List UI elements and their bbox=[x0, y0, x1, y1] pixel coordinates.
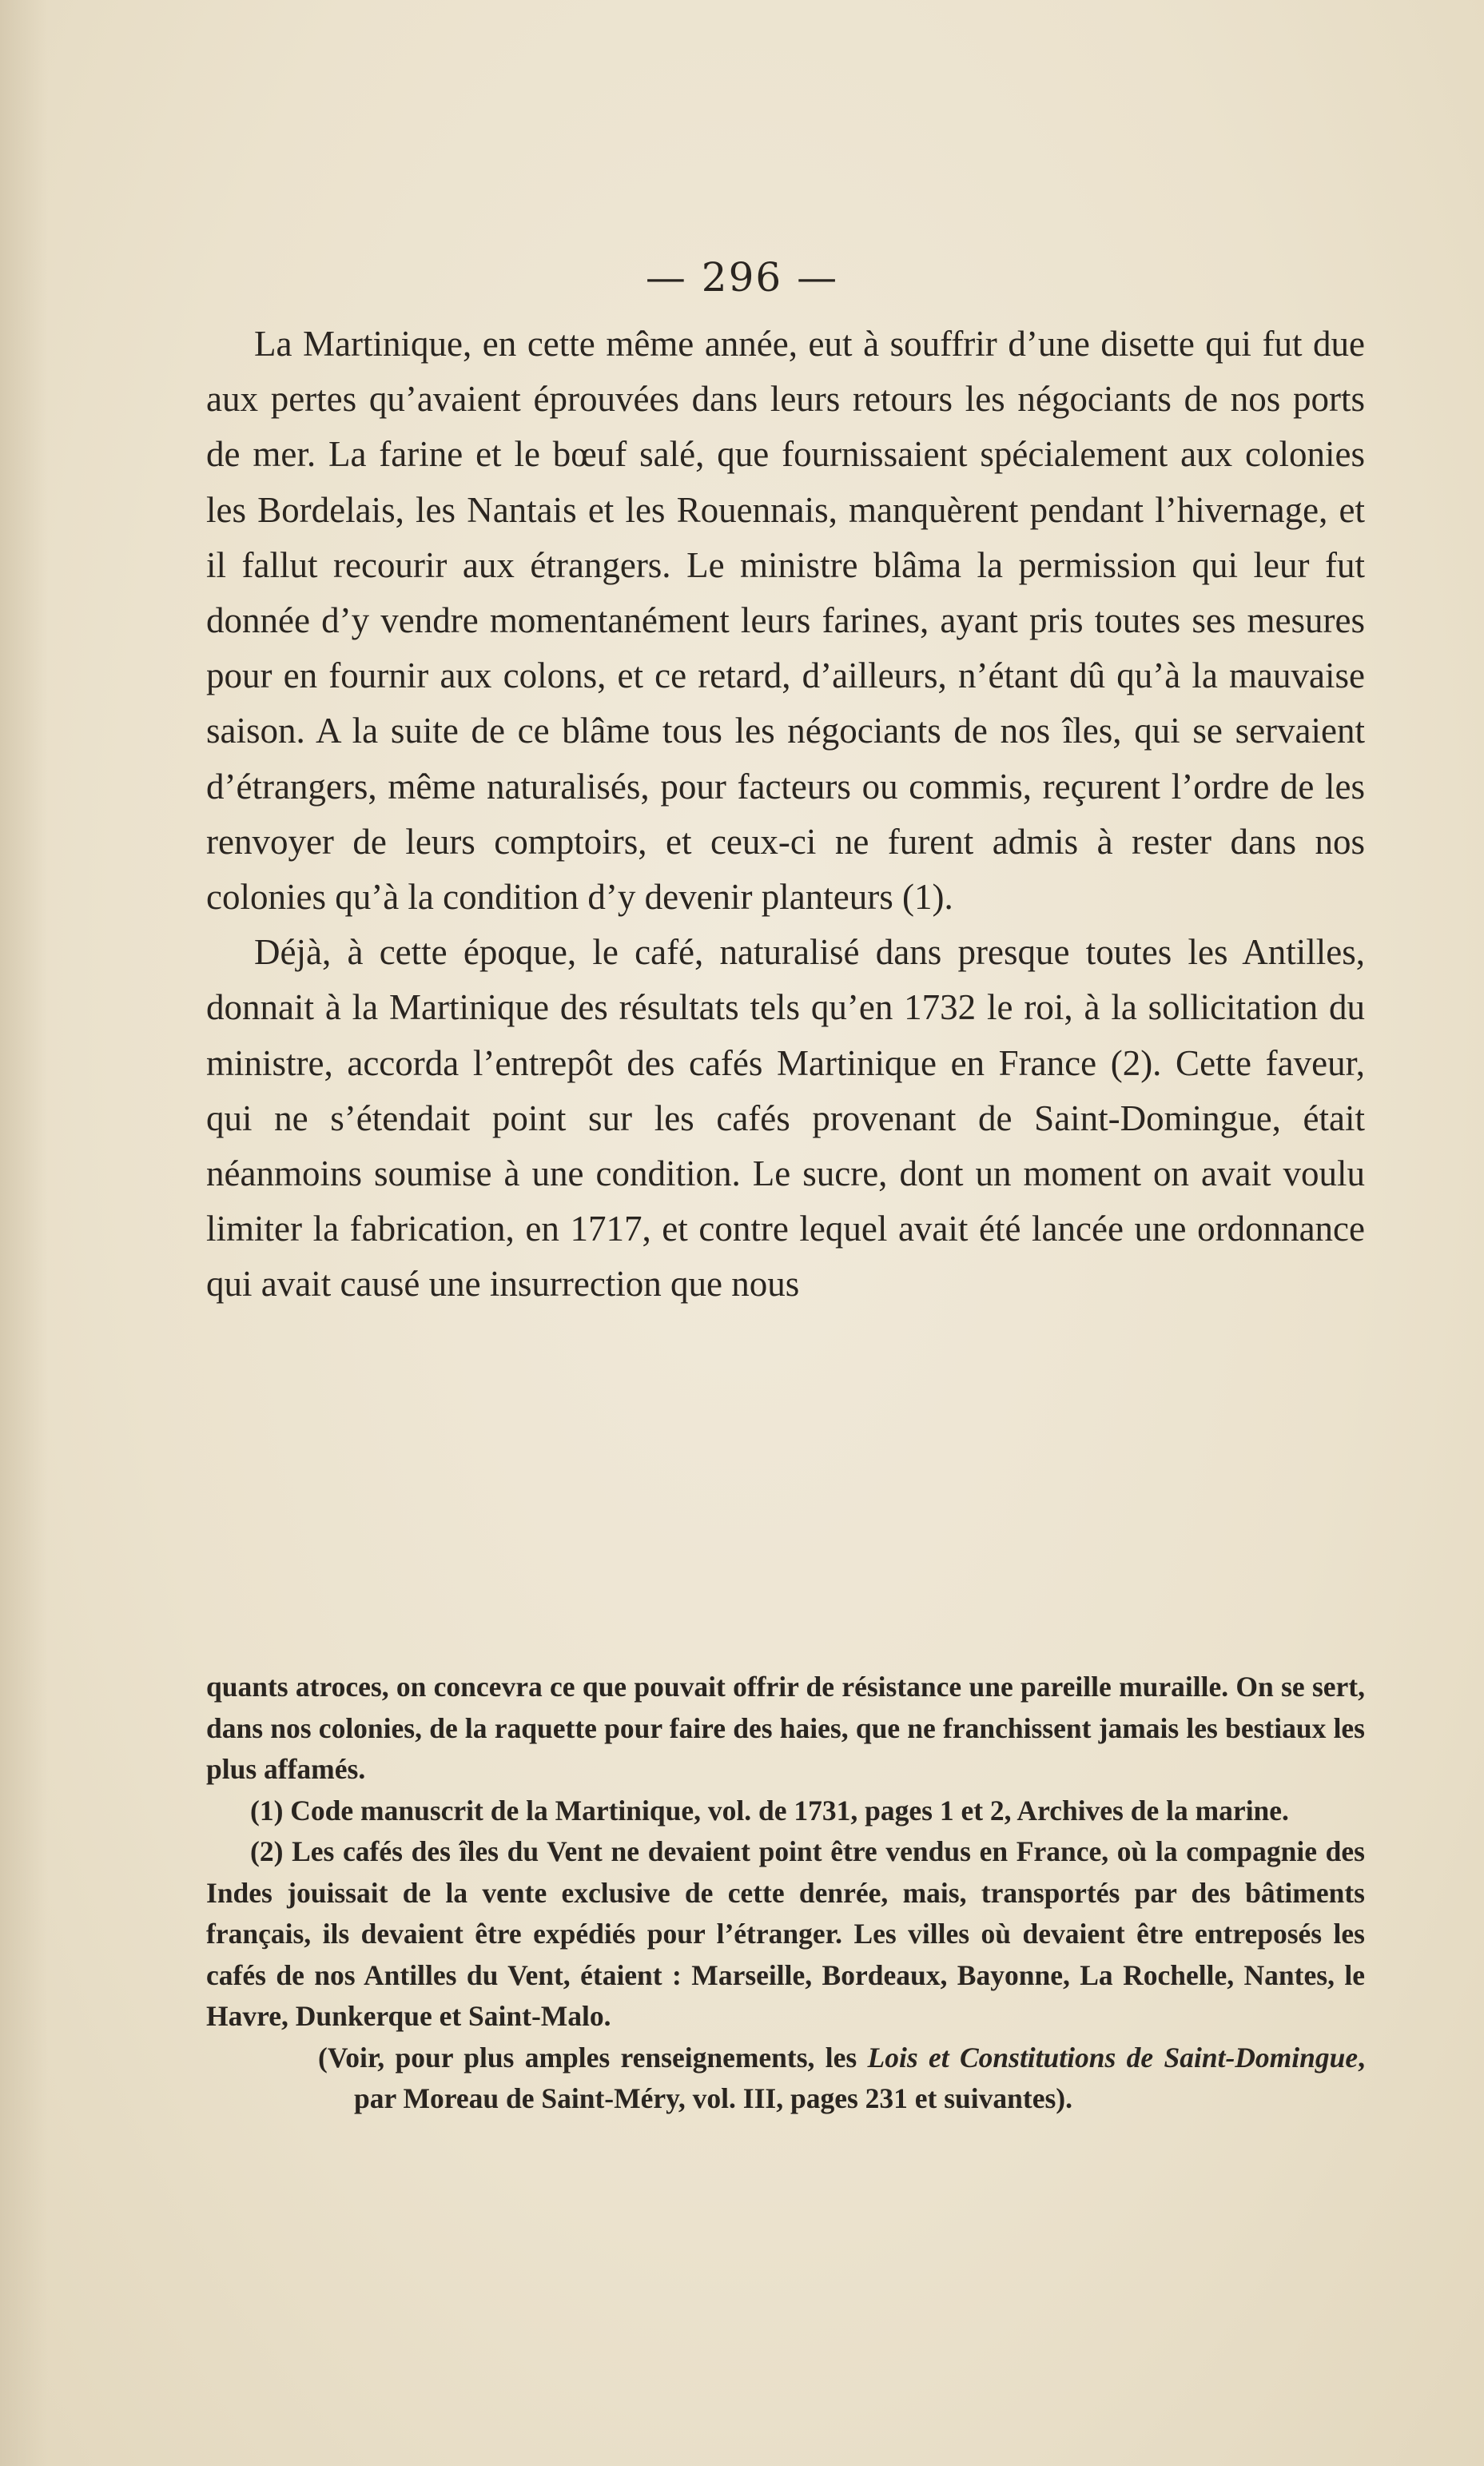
reference-intro: (Voir, pour plus amples renseignements, les bbox=[318, 2041, 868, 2074]
footnote-2-reference bbox=[206, 2038, 1365, 2120]
paragraph-cafe: Déjà, à cette époque, le café, naturalisé dans presque toutes les Antilles, donnait à la Martinique des résultats tels qu’en 1732 le roi, à la sollicitation du ministre, accorda l’entrepôt des cafés Martinique en France (2). Cette faveur, qui ne s’étendait point sur les cafés provenant de Saint-Domingue, était néanmoins soumise à une condition. Le sucre, dont un moment on avait voulu limiter la fabrication, en 1717, et contre lequel avait été lancée une ordonnance qui avait causé une insurrection que nous bbox=[206, 932, 1365, 1305]
footnote-1: (1) Code manuscrit de la Martinique, vol. de 1731, pages 1 et 2, Archives de la marine. bbox=[250, 1794, 1289, 1827]
page-gutter-shadow bbox=[0, 0, 48, 2466]
footnote-2: (2) Les cafés des îles du Vent ne devaient point être vendus en France, où la compagnie des Indes jouissait de la vente exclusive de cette denrée, mais, transportés par des bâtiments français, ils devaient être expédiés pour l’étranger. Les villes où devaient être entreposés les cafés de nos Antilles du Vent, étaient : Marseille, Bordeaux, Bayonne, La Rochelle, Nantes, le Havre, Dunkerque et Saint-Malo. bbox=[206, 1835, 1365, 2032]
footnotes bbox=[206, 1667, 1365, 2120]
page-number: — 296 — bbox=[645, 254, 839, 301]
footnote-continuation: quants atroces, on concevra ce que pouvait offrir de résistance une pareille muraille. On se sert, dans nos colonies, de la raquette pour faire des haies, que ne franchissent jamais les bestiaux les plus affamés. bbox=[206, 1671, 1365, 1785]
main-text bbox=[206, 317, 1365, 1313]
paragraph-disette: La Martinique, en cette même année, eut à souffrir d’une disette qui fut due aux pertes qu’avaient éprouvées dans leurs retours les négociants de nos ports de mer. La farine et le bœuf salé, que fournissaient spécialement aux colonies les Bordelais, les Nantais et les Rouennais, manquèrent pendant l’hivernage, et il fallut recourir aux étrangers. Le ministre blâma la permission qui leur fut donnée d’y vendre momentanément leurs farines, ayant pris toutes ses mesures pour en fournir aux colons, et ce retard, d’ailleurs, n’étant dû qu’à la mauvaise saison. A la suite de ce blâme tous les négociants de nos îles, qui se servaient d’étrangers, même naturalisés, pour facteurs ou commis, reçurent l’ordre de les renvoyer de leurs comptoirs, et ceux-ci ne furent admis à rester dans nos colonies qu’à la condition d’y devenir planteurs (1). bbox=[206, 324, 1365, 918]
reference-title: Lois et Constitutions de Saint-Domingue bbox=[867, 2041, 1359, 2074]
reference-details: , par Moreau de Saint-Méry, vol. III, pages 231 et suivantes). bbox=[354, 2041, 1365, 2114]
